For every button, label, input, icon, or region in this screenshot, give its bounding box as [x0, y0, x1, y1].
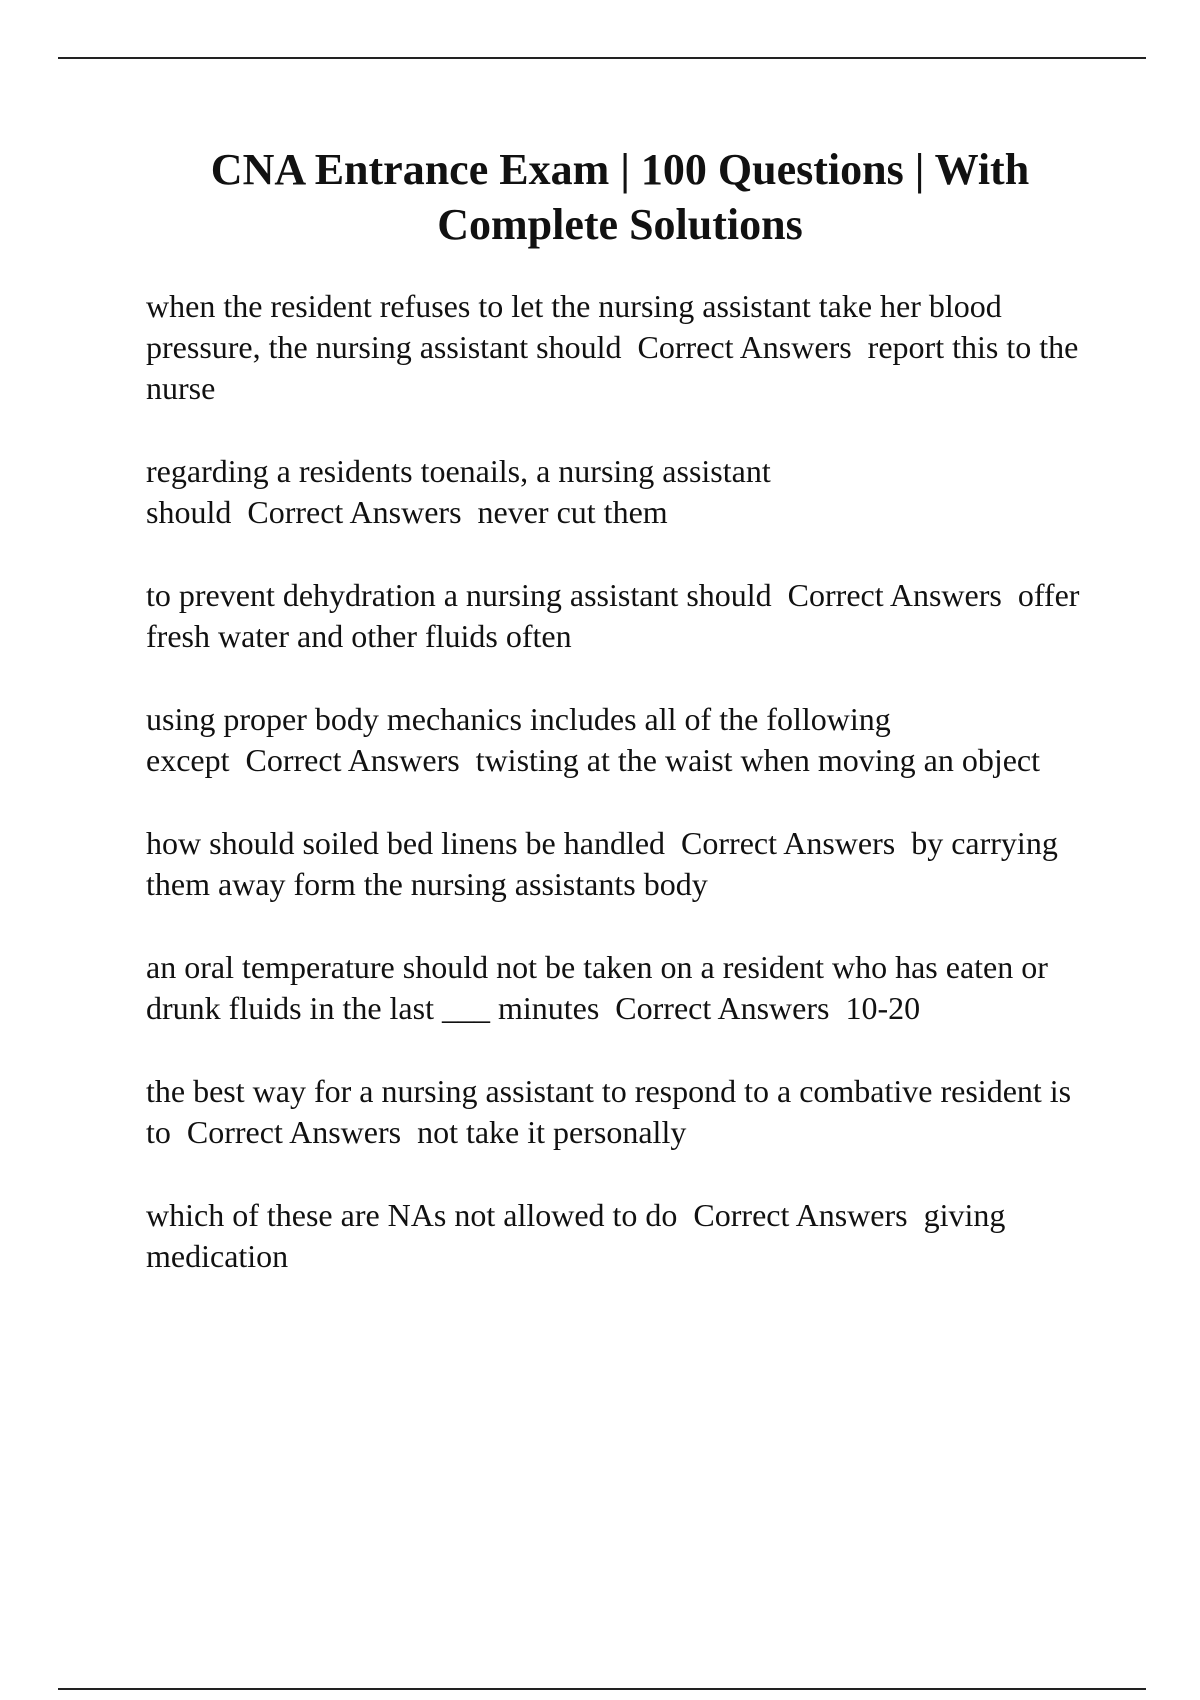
qa-item — [146, 1071, 1096, 1153]
top-rule — [58, 57, 1146, 59]
correct-answers-label: Correct Answers — [677, 1197, 924, 1233]
qa-item — [146, 1195, 1096, 1277]
answer-text: twisting at the waist when moving an object — [475, 742, 1041, 778]
qa-item — [146, 286, 1096, 409]
page-content — [146, 142, 1096, 1319]
correct-answers-label: Correct Answers — [170, 1114, 418, 1150]
question-text: how should soiled bed linens be handled — [146, 825, 666, 861]
question-text: the best way for a nursing assistant to respond to a combative resident is to — [146, 1073, 1080, 1150]
answer-text: by carrying them away form the nursing assistants body — [146, 825, 1066, 902]
correct-answers-label: Correct Answers — [665, 825, 912, 861]
answer-text: giving medication — [146, 1197, 1014, 1274]
qa-item — [146, 947, 1096, 1029]
qa-list — [146, 286, 1096, 1277]
answer-text: never cut them — [477, 494, 668, 530]
qa-item — [146, 699, 1096, 781]
correct-answers-label: Correct Answers — [771, 577, 1018, 613]
correct-answers-label: Correct Answers — [229, 742, 476, 778]
question-text: using proper body mechanics includes all of the following except — [146, 701, 899, 778]
correct-answers-label: Correct Answers — [231, 494, 478, 530]
bottom-rule — [58, 1688, 1146, 1690]
correct-answers-label: Correct Answers — [621, 329, 868, 365]
question-text: when the resident refuses to let the nursing assistant take her blood pressure, the nursing assistant should — [146, 288, 1010, 365]
answer-text: not take it personally — [417, 1114, 687, 1150]
question-text: which of these are NAs not allowed to do — [146, 1197, 678, 1233]
qa-item — [146, 823, 1096, 905]
qa-item — [146, 575, 1096, 657]
answer-text: 10-20 — [845, 990, 921, 1026]
question-text: regarding a residents toenails, a nursing assistant should — [146, 453, 779, 530]
answer-text: offer fresh water and other fluids often — [146, 577, 1088, 654]
question-text: an oral temperature should not be taken on a resident who has eaten or drunk fluids in the last ___ minutes — [146, 949, 1056, 1026]
qa-item — [146, 451, 1096, 533]
answer-text: report this to the nurse — [146, 329, 1087, 406]
correct-answers-label: Correct Answers — [599, 990, 846, 1026]
question-text: to prevent dehydration a nursing assistant should — [146, 577, 772, 613]
document-title: CNA Entrance Exam | 100 Questions | With Complete Solutions — [210, 145, 1030, 249]
